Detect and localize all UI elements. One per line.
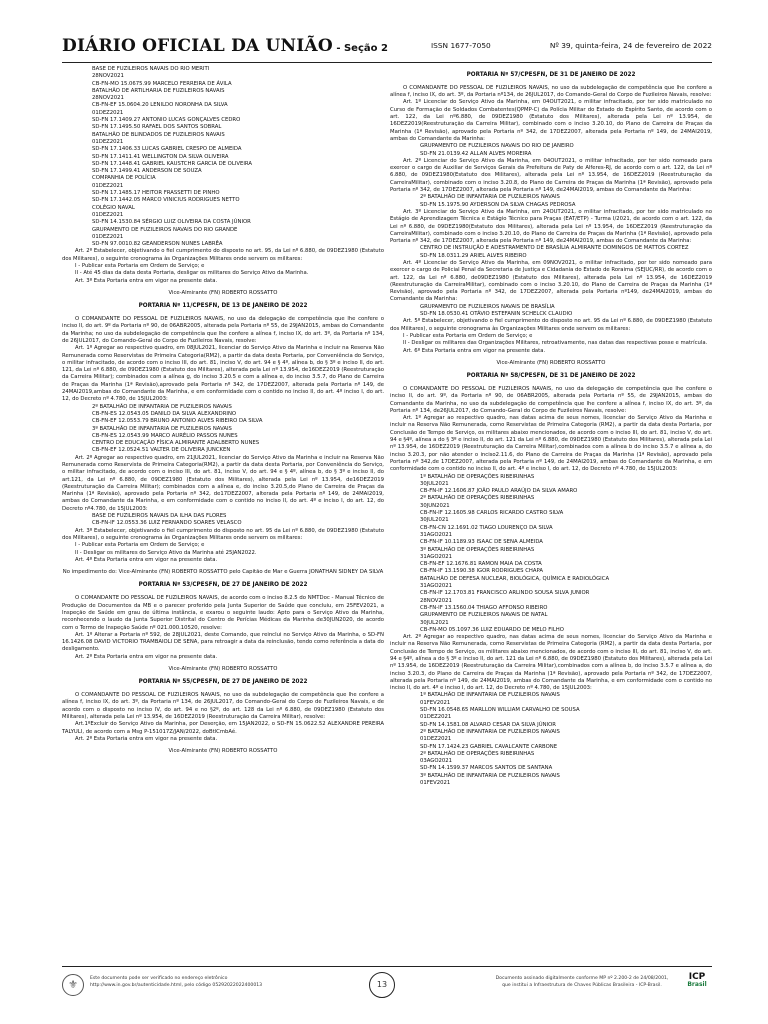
roster-line: GRUPAMENTO DE FUZILEIROS NAVAIS DE NATAL [420, 612, 548, 619]
paragraph: Art. 2º Agregar ao respectivo quadro, nas datas acima de seus nomes, licenciar do Serviço Ativo da Marinha e incluir na Reserva Não Remunerada, como Reservistas de Primeira Categoria (RM2), a partir da data desta Portaria, por Conclusão de Tempo de Serviço, os militares abaixo mencionados, de acordo com o inciso III, do art. 81, inciso V, do art. 94 e §4º, alínea a do § 3º e inciso II, do art. 121 da Lei nº 6.880, de 09DEZ1980 (Estatuto dos Militares), alterada pela Lei nº 13.954, de 16DEZ2019 (Reestruturação da Carreira Militar),combinados com a alínea b, do inciso 3.5.7 e alínea a, do inciso 3.20.3, do Plano de Carreira de Praças da Marinha (1ª Revisão), aprovado pela Portaria nº 342, de 17DEZ2007, alterada pela Portaria nº 149, de 24MAI2019, ambas do Comandante da Marinha, e em conformidade com o contido no inciso II, do art. 4º e inciso I, do art. 12, do Decreto nº 4.780, de 15JUL2003: [390, 634, 712, 692]
issue-info: Nº 39, quinta-feira, 24 de fevereiro de 2022 [549, 41, 712, 50]
roster-line: BATALHÃO DE DEFESA NUCLEAR, BIOLÓGICA, QUÍMICA E RADIOLÓGICA [420, 575, 610, 582]
roster-line: SD-FN 18.0311.29 ARIEL ALVES RIBEIRO [420, 252, 527, 259]
roster-line: SD-FN 17.1442.05 MARCO VINICIUS RODRIGUES NETTO [92, 197, 240, 204]
roster-line: CB-FN-MO 05.1097.36 LUIZ EDUARDO DE MELO FILHO [420, 626, 564, 633]
paragraph: O COMANDANTE DO PESSOAL DE FUZILEIROS NAVAIS, no uso da delegação de competência que lhe confere o inciso II, do art. 9º, da Portaria nº 90, de 06ABR2005, alterada pela Portaria nº 55, de 29JAN2015, ambas do Comandante da Marinha, no uso da subdelegação de competência que lhe confere a alínea f, inciso IX, do art. 3º, da Portaria nº 134, de26JUL2017, do Comando-Geral do Corpo de Fuzileiros Navais, resolve: [390, 386, 712, 414]
roster-line: SD-FN 21.0139.42 ALLAN ALVES MOREIRA [420, 150, 532, 157]
page-header [62, 36, 712, 60]
roster-line: CB-FN-IF 12.0553.36 LUIZ FERNANDO SOARES VELASCO [92, 520, 242, 527]
verification-note [90, 976, 340, 989]
roster-line: SD-FN 17.1499.41 ANDERSON DE SOUZA [92, 168, 202, 175]
coat-of-arms-icon: ⚜ [62, 974, 84, 996]
roster-line: CENTRO DE EDUCAÇÃO FÍSICA ALMIRANTE ADALBERTO NUNES [92, 440, 260, 447]
paragraph: Art. 4º Licenciar do Serviço Ativo da Marinha, em 09NOV2021, o militar infracitado, por ter sido nomeado para exercer o cargo de Policial Penal da Secretaria de Justiça e Cidadania do Estado de Roraima (SEJUC/RR), de acordo com o art. 122, da Lei nº 6.880, de09DEZ1980 (Estatuto dos Militares), alterada pela Lei nº 13.954, de 16DEZ2019 (Reestruturação da CarreiraMilitar), combinado com o inciso 3.20.10, do Plano de Carreira de Praças da Marinha (1ª Revisão), aprovado pela Portaria nº 342, de 17DEZ2007, alterada pela Portaria nº149, de24MAI2019, ambas do Comandante da Marinha: [390, 259, 712, 303]
roster-line: SD-FN 14.1530.84 SÉRGIO LUIZ OLIVEIRA DA COSTA JÚNIOR [92, 219, 251, 226]
paragraph: I - Publicar esta Portaria em Ordem de Serviço; e [75, 542, 205, 549]
roster-line: 01DEZ2021 [420, 714, 452, 721]
roster-line: CB-FN-IF 12.1605.98 CARLOS RICARDO CASTRO SILVA [420, 510, 564, 517]
paragraph: Art. 5º Estabelecer, objetivando o fiel cumprimento do disposto no art. 95 da Lei nº 6.880, de 09DEZ1980 (Estatuto dos Militares), o seguinte cronograma às Organizações Militares onde servem os militares: [390, 318, 712, 332]
roster-line: 30JUL2021 [420, 517, 449, 524]
roster-line: 01DEZ2021 [92, 182, 124, 189]
verification-line-1: Este documento pode ser verificado no endereço eletrônico [90, 976, 228, 981]
right-column [390, 66, 712, 964]
paragraph: Art. 2º Esta Portaria entra em vigor na presente data. [75, 735, 218, 742]
roster-line: 28NOV2021 [92, 73, 124, 80]
paragraph: O COMANDANTE DO PESSOAL DE FUZILEIROS NAVAIS, no uso da subdelegação de competência que lhe confere a alínea f, inciso IX, do art. 3º, da Portaria nº 134, de 26JUL2017, do Comando-Geral do Corpo de Fuzileiros Navais, e de acordo com o disposto no inciso IV, do art. 94 e no §2º, do art. 128 da Lei nº 6.880, de 09DEZ1980 (Estatuto dos Militares), alterada pela Lei nº 13.954, de 16DEZ2019 (Reestruturação da Carreira Militar), resolve: [62, 692, 384, 721]
roster-line: CB-FN-ES 12.0543.99 MARCO AURÉLIO PASSOS NUNES [92, 432, 238, 439]
portaria-title: PORTARIA Nº 53/CPESFN, DE 27 DE JANEIRO DE 2022 [138, 582, 308, 589]
masthead-section: - Seção 2 [332, 43, 388, 54]
roster-line: COMPANHIA DE POLÍCIA [92, 175, 156, 182]
roster-line: 30JUL2021 [420, 480, 449, 487]
signature-line-2: que institui a Infraestrutura de Chaves Públicas Brasileira - ICP-Brasil. [502, 982, 662, 988]
roster-line: 3º BATALHÃO DE INFANTARIA DE FUZILEIROS NAVAIS [420, 772, 560, 779]
roster-line: 3º BATALHÃO DE OPERAÇÕES RIBEIRINHAS [420, 546, 535, 553]
paragraph: Art. 3º Esta Portaria entra em vigor na presente data. [75, 277, 218, 284]
roster-line: BATALHÃO DE BLINDADOS DE FUZILEIROS NAVAIS [92, 131, 225, 138]
signature-line: Vice-Almirante (FN) ROBERTO ROSSATTO [168, 289, 278, 296]
paragraph: II - Desligar os militares do Serviço Ativo da Marinha até 25JAN2022. [75, 549, 257, 556]
portaria-title: PORTARIA Nº 11/CPESFN, DE 13 DE JANEIRO DE 2022 [138, 303, 308, 310]
roster-line: 30JUN2021 [420, 502, 450, 509]
roster-line: CENTRO DE INSTRUÇÃO E ADESTRAMENTO DE BRASÍLIA ALMIRANTE DOMINGOS DE MATTOS CORTEZ [420, 245, 689, 252]
roster-line: 1º BATALHÃO DE INFANTARIA DE FUZILEIROS NAVAIS [420, 692, 560, 699]
issn: ISSN 1677-7050 [431, 41, 491, 50]
paragraph: O COMANDANTE DO PESSOAL DE FUZILEIROS NAVAIS, no uso da delegação de competência que lhe confere o inciso II, do art. 9º da Portaria nº 90, de 06ABR2005, alterada pela Portaria nº 55, de 29JAN2015, ambas do Comandante da Marinha; no uso da subdelegação de competência que lhe confere a alínea f, inciso IX, do art. 3º, da Portaria nº 134, de 26JUL2017, do Comando-Geral do Corpo de Fuzileiros Navais, resolve: [62, 316, 384, 344]
roster-line: 2º BATALHÃO DE INFANTARIA DE FUZILEIROS NAVAIS [420, 194, 560, 201]
roster-line: 01DEZ2021 [92, 233, 124, 240]
paragraph: Art. 1º Agregar ao respectivo quadro, em 08JUL2021, licenciar do Serviço Ativo da Marinha e incluir na Reserva Não Remunerada como Reservistas de Primeira Categoria(RM2), a partir da data desta Portaria, por Conveniência do Serviço, o militar infracitado, de acordo com o inciso III, do art. 81, inciso V, do art. 94 e § 4º, alínea b, do § 3º e inciso II, do art. 121, da Lei nº 6.880, de 09DEZ1980 (Estatuto dos Militares), alterada pela Lei nº 13.954, de16DEZ2019 (Reestruturação da Carreira Militar); combinados com a alínea g, do inciso 3.20.5 e com a alínea e, do inciso 3.5.7, do Plano de Carreira de Praças da Marinha (1ª Revisão),aprovado pela Portaria nº 342, de 17DEZ2007, alterada pela Portaria nº 149, de 24MAI2019,ambas do Comandante da Marinha, e em conformidade com o contido no inciso II, do art. 4º inciso I, do art. 12, do Decreto nº 4.780, de 15JUL2003: [62, 345, 384, 403]
portaria-title: PORTARIA Nº 58/CPESFN, DE 31 DE JANEIRO DE 2022 [466, 373, 636, 380]
roster-line: 1º BATALHÃO DE OPERAÇÕES RIBEIRINHAS [420, 473, 535, 480]
verification-link[interactable]: http://www.in.gov.br/autenticidade.html, pelo código 05292022022400013 [90, 982, 263, 988]
paragraph: Art. 2º Agregar ao respectivo quadro, em 21JUL2021, licenciar do Serviço Ativo da Marinha e incluir na Reserva Não Remunerada como Reservista de Primeira Categoria(RM2), a partir da data desta Portaria, por Conveniência do Serviço, o militar infracitado, de acordo com o inciso III, do art. 81, inciso V, do art. 94 e § 4º, alínea b, do § 3º e inciso II, do art.121, da Lei nº 6.880, de 09DEZ1980 (Estatuto dos Militares), alterada pela Lei nº 13.954, de16DEZ2019 (Reestruturação da Carreira Militar); combinados com a alínea e, do inciso 3.20.5,do Plano de Carreira de Praças da Marinha (1ª Revisão), aprovado pela Portaria nº 342, de17DEZ2007, alterada pela Portaria nº 149, de 24MAI2019, ambas do Comandante da Marinha, e em conformidade com o contido no inciso II, do art. 4º e inciso I, do art. 12, do Decreto nº4.780, de 15JUL2003: [62, 454, 384, 512]
roster-line: 2º BATALHÃO DE OPERAÇÕES RIBEIRINHAS [420, 750, 535, 757]
roster-line: 31AGO2021 [420, 583, 453, 590]
paragraph: Art. 1º Agregar ao respectivo quadro, nas datas acima de seus nomes, licenciar do Serviço Ativo da Marinha e incluir na Reserva Não Remunerada, como Reservistas de Primeira Categoria (RM2), a partir da data desta Portaria, por Conclusão de Tempo de Serviço, os militares abaixo mencionados, de acordo com o inciso III, do art. 81, inciso V, do art. 94 e §4º, alínea a do § 3º e inciso II, do art. 121 da Lei nº 6.880, de 09DEZ1980 (Estatuto dos Militares), alterada pela Lei nº 13.954, de 16DEZ2019 (Reestruturação da Carreira Militar),combinados com a alínea b do inciso 3.5.7 e alínea a, do inciso 3.20.3, por não atender o inciso2.11.6, do Plano de Carreira de Praças da Marinha (1ª Revisão), aprovado pela Portaria nº 342,de 17DEZ2007, alterada pela Portaria nº 149, de 24MAI2019, ambas do Comandante da Marinha, e em conformidade com o contido no inciso II, do art. 4º e inciso I, do art. 12, do Decreto nº 4.780, de 15JUL2003: [390, 415, 712, 473]
icp-logo-bottom: Brasil [687, 981, 707, 989]
roster-line: CB-FN-IF 13.1560.04 THIAGO AFFONSO RIBEIRO [420, 604, 548, 611]
masthead-title: DIÁRIO OFICIAL DA UNIÃO [62, 36, 333, 56]
roster-line: SD-FN 15.1975.90 AYDERSON DA SILVA CHAGAS PEDROSA [420, 201, 576, 208]
roster-line: 2º BATALHÃO DE INFANTARIA DE FUZILEIROS NAVAIS [92, 403, 232, 410]
roster-line: 01DEZ2021 [420, 736, 452, 743]
roster-line: BATALHÃO DE ARTILHARIA DE FUZILEIROS NAVAIS [92, 87, 225, 94]
roster-line: CB-FN-EF 12.0553.79 BRUNO ANTONIO ALVES RIBEIRO DA SILVA [92, 418, 263, 425]
roster-line: SD-FN 14.1599.37 MARCOS SANTOS DE SANTANA [420, 765, 553, 772]
paragraph: Art. 6º Esta Portaria entra em vigor na presente data. [403, 347, 546, 354]
roster-line: GRUPAMENTO DE FUZILEIROS NAVAIS DO RIO GRANDE [92, 226, 238, 233]
roster-line: CB-FN-IF 12.1606.87 JOÃO PAULO ARAÚJO DA SILVA AMARO [420, 488, 578, 495]
roster-line: CB-FN-IF 13.1590.38 IGOR RODRIGUES CHAPA [420, 568, 543, 575]
paragraph: Art. 2º Licenciar do Serviço Ativo da Marinha, em 04OUT2021, o militar infracitado, por ter sido nomeado para exercer o cargo de Auxiliar de Serviços Gerais da Prefeitura de Paty de Alferes-RJ, de acordo com o art. 122, da Lei nº 6.880, de 09DEZ1980(Estatuto dos Militares), alterada pela Lei nº 13.954, de 16DEZ2019 (Reestruturação da CarreiraMilitar), combinado com o inciso 3.20.8, do Plano de Carreira de Praças da Marinha (1ª Revisão), aprovado pela Portaria nº 342, de 17DEZ2007, alterada pela Portaria nº 149, de24MAI2019, ambas do Comandante da Marinha: [390, 157, 712, 194]
roster-line: CB-FN-EF 15.0604.20 LENILDO NORONHA DA SILVA [92, 102, 228, 109]
portaria-title: PORTARIA Nº 57/CPESFN, DE 31 DE JANEIRO DE 2022 [466, 72, 636, 78]
icp-logo-top: ICP [688, 972, 706, 982]
footer-divider [62, 966, 712, 967]
roster-line: SD-FN 17.1411.41 WELLINGTON DA SILVA OLIVEIRA [92, 153, 229, 160]
roster-line: SD-FN 17.1495.50 RAFAEL DOS SANTOS SOBRAL [92, 124, 222, 131]
roster-line: 28NOV2021 [420, 597, 452, 604]
paragraph: II - Até 45 dias da data desta Portaria, desligar os militares do Serviço Ativo da Marinha. [75, 270, 309, 277]
roster-line: GRUPAMENTO DE FUZILEIROS NAVAIS DO RIO DE JANEIRO [420, 143, 574, 150]
paragraph: Art. 1º Alterar a Portaria nº 592, de 28JUL2021, deste Comando, que reinclui no Serviço Ativo da Marinha, o SD-FN 16.1426.08 DAVID VICTORIO TRAMBAIOLI DE SENA, para retroagir a data da reinclusão, tendo como referência a data do desligamento. [62, 631, 384, 653]
roster-line: CB-FN-ES 12.0543.05 DANILO DA SILVA ALEXANDRINO [92, 410, 237, 417]
roster-line: 01DEZ2021 [92, 109, 124, 116]
page-number: 13 [369, 972, 395, 998]
roster-line: SD-FN 17.1448.41 GABRIEL KAUSTCHR GARCIA DE OLIVEIRA [92, 160, 252, 167]
roster-line: 01FEV2021 [420, 699, 451, 706]
roster-line: SD-FN 14.1581.08 ALVARO CESAR DA SILVA JÚNIOR [420, 721, 556, 728]
roster-line: 03AGO2021 [420, 758, 453, 765]
roster-line: CB-FN-EF 12.1676.81 RAMON MAIA DA COSTA [420, 561, 542, 568]
roster-line: GRUPAMENTO DE FUZILEIROS NAVAIS DE BRASÍLIA [420, 303, 555, 310]
document-body [62, 66, 712, 964]
roster-line: CB-FN-MO 15.0675.99 MARCELO FERREIRA DE ÁVILA [92, 80, 232, 87]
roster-line: CB-FN-IF 12.1703.81 FRANCISCO ARLINDO SOUSA SILVA JUNIOR [420, 590, 590, 597]
paragraph: Art.1ºExcluir do Serviço Ativo da Marinha, por Deserção, em 15JAN2022, o SD-FN 15.0622.52 ALEXANDRE PEREIRA TALYULI, de acordo com a Msg P-151017Z/JAN/2022, doBtlCmbAé. [62, 721, 384, 735]
roster-line: SD-FN 97.0010.82 GEANDERSON NUNES LABRÊA [92, 241, 223, 248]
roster-line: SD-FN 17.1485.17 HEITOR FRASSETTI DE PINHO [92, 190, 220, 197]
roster-line: 2º BATALHÃO DE INFANTARIA DE FUZILEIROS NAVAIS [420, 728, 560, 735]
roster-line: 01DEZ2021 [92, 138, 124, 145]
portaria-title: PORTARIA Nº 55/CPESFN, DE 27 DE JANEIRO DE 2022 [138, 679, 308, 686]
icp-brasil-logo [682, 972, 712, 989]
paragraph: Art. 2º Esta Portaria entra em vigor na presente data. [75, 653, 218, 660]
paragraph: Art. 3º Licenciar do Serviço Ativo da Marinha, em 24OUT2021, o militar infracitado, por ter sido matriculado no Estágio de Aprendizagem Técnica e Estágio Técnico para Praças (EAT/ETP) - Turma I/2021, de acordo com o art. 122, da Lei nº 6.880, de 09DEZ1980(Estatuto dos Militares), alterada pela Lei nº 13.954, de 16DEZ2019 (Reestruturação da CarreiraMilitar), combinado com o inciso 3.20.10, do Plano de Carreira de Praças da Marinha (1ª Revisão), aprovado pela Portaria nº 342, de 17DEZ2007, alterada pela Portaria nº 149, de24MAI2019, ambas do Comandante da Marinha: [390, 208, 712, 245]
roster-line: 31AGO2021 [420, 531, 453, 538]
roster-line: 28NOV2021 [92, 95, 124, 102]
paragraph: Art. 3º Estabelecer, objetivando o fiel cumprimento do disposto no art. 95 da Lei nº 6.880, de 09DEZ1980 (Estatuto dos Militares), o seguinte cronograma às Organizações Militares onde servem os militares: [62, 527, 384, 541]
roster-line: SD-FN 17.1424.23 GABRIEL CAVALCANTE CARBONE [420, 743, 558, 750]
roster-line: 01DEZ2021 [92, 211, 124, 218]
header-divider [62, 62, 712, 63]
roster-line: BASE DE FUZILEIROS NAVAIS DO RIO MERITI [92, 66, 210, 72]
roster-line: SD-FN 17.1406.33 LUCAS GABRIEL CRESPO DE ALMEIDA [92, 146, 242, 153]
signature-line: Vice-Almirante (FN) ROBERTO ROSSATTO [168, 748, 278, 755]
paragraph: I - Publicar esta Portaria em Ordem de Serviço; e [403, 332, 533, 339]
signature-line-1: Documento assinado digitalmente conforme MP nº 2.200-2 de 24/08/2001, [495, 976, 669, 981]
paragraph: I - Publicar esta Portaria em Ordem de Serviço; e [75, 263, 205, 270]
roster-line: 3º BATALHÃO DE INFANTARIA DE FUZILEIROS NAVAIS [92, 425, 232, 432]
roster-line: SD-FN 17.1409.27 ANTONIO LUCAS GONÇALVES CEDRO [92, 117, 241, 124]
signature-line: Vice-Almirante (FN) ROBERTO ROSSATTO [496, 359, 606, 366]
page-footer [62, 972, 712, 1002]
roster-line: CB-FN-IF 10.1189.93 ISAAC DE SENA ALMEIDA [420, 539, 543, 546]
paragraph: O COMANDANTE DO PESSOAL DE FUZILEIROS NAVAIS, no uso da subdelegação de competência que lhe confere a alínea f, inciso IX, do art. 3º, da Portaria nº134, de 26JUL2017, do Comando-Geral do Corpo de Fuzileiros Navais, resolve: [390, 84, 712, 99]
roster-line: 31AGO2021 [420, 553, 453, 560]
roster-line: 2º BATALHÃO DE OPERAÇÕES RIBEIRINHAS [420, 495, 535, 502]
roster-line: 30JUL2021 [420, 619, 449, 626]
paragraph: Art. 4º Esta Portaria entra em vigor na presente data. [75, 556, 218, 563]
roster-line: 01FEV2021 [420, 780, 451, 787]
signature-line: Vice-Almirante (FN) ROBERTO ROSSATTO [168, 665, 278, 672]
paragraph: Art. 1º Licenciar do Serviço Ativo da Marinha, em 04OUT2021, o militar infracitado, por ter sido matriculado no Curso de Formação de Soldados Combatentes(QPMP-C) da Polícia Militar do Estado do Espírito Santo, de acordo com o art. 122, da Lei nº6.880, de 09DEZ1980 (Estatuto dos Militares), alterada pela Lei nº 13.954, de 16DEZ2019(Reestruturação da Carreira Militar), combinado com o inciso 3.20.10, do Plano de Carreira de Praças da Marinha (1ª Revisão), aprovado pela Portaria nº 342, de 17DEZ2007, alterada pela Portaria nº 149, de 24MAI2019, ambas do Comandante da Marinha: [390, 99, 712, 142]
signature-note [492, 976, 672, 989]
roster-line: COLÉGIO NAVAL [92, 204, 135, 211]
paragraph: II - Desligar os militares das Organizações Militares, retroativamente, nas datas das respectivas posse e matrícula. [403, 340, 708, 347]
roster-line: BASE DE FUZILEIROS NAVAIS DA ILHA DAS FLORES [92, 513, 227, 520]
signature-line: No impedimento do: Vice-Almirante (FN) ROBERTO ROSSATTO pelo Capitão de Mar e Guerra JONATHAN SIDNEY DA SILVA [62, 569, 384, 576]
roster-line: CB-FN-CN 12.1691.02 TIAGO LOURENÇO DA SILVA [420, 524, 553, 531]
roster-line: CB-FN-EF 12.0524.51 VALTER DE OLIVEIRA JUNCKEN [92, 447, 231, 454]
paragraph: Art. 2º Estabelecer, objetivando o fiel cumprimento do disposto no art. 95, da Lei nº 6.880, de 09DEZ1980 (Estatuto dos Militares), o seguinte cronograma às Organizações Militares onde servem os militares: [62, 248, 384, 262]
roster-line: SD-FN 18.0530.41 OTÁVIO ESTEFANIN SCHELCK CLAUDIO [420, 311, 573, 318]
paragraph: O COMANDANTE DO PESSOAL DE FUZILEIROS NAVAIS, de acordo com o inciso 8.2.5 do NMTDoc - Manual Técnico de Produção de Documentos da MB e o parecer proferido pela Junta Superior de Saúde que concluiu, em 25FEV2021, a Inspeção de Saúde em grau de última instância, e exarou o seguinte laudo: Apto para o Serviço Ativo da Marinha, reconhecendo o laudo da Junta Superior Distrital do Centro de Perícias Médicas da Marinha de30JUN2020, de acordo com o Termo de Inspeção Saúde nº 021.000.10520, resolve: [62, 595, 384, 631]
roster-line: SD-FN 16.0548.65 MARLLON WILLIAM CARVALHO DE SOUSA [420, 707, 580, 714]
left-column [62, 66, 384, 964]
